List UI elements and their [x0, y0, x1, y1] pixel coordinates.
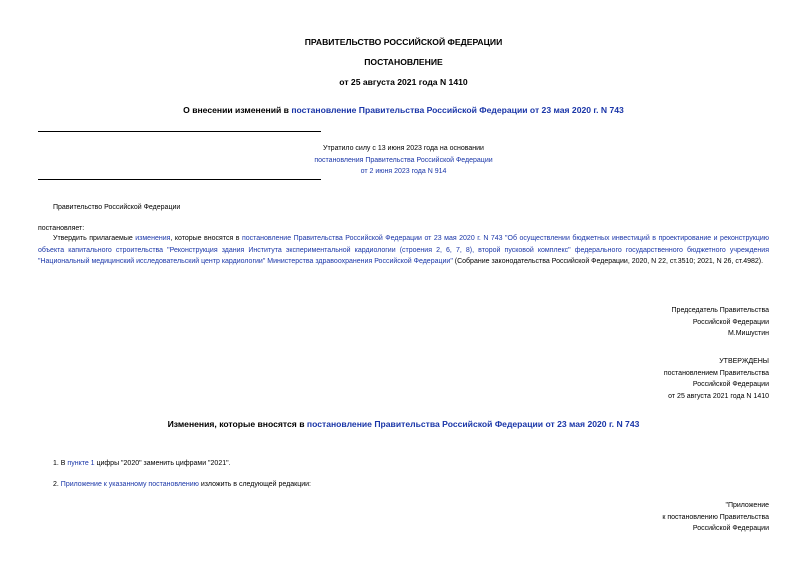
document-title	[0, 105, 807, 115]
p1-link-changes[interactable]: изменения	[135, 235, 171, 242]
changes-title-link[interactable]: постановление Правительства Российской Федерации от 23 мая 2020 г. N 743	[306, 419, 640, 429]
item-2-text-a: 2.	[53, 481, 61, 488]
approved-line4: от 25 августа 2021 года N 1410	[668, 392, 769, 400]
signature-block	[529, 305, 769, 340]
item-1-text-b: цифры "2020" заменить цифрами "2021".	[94, 460, 231, 467]
approved-line1: УТВЕРЖДЕНЫ	[719, 358, 769, 365]
signature-line1: Председатель Правительства	[671, 307, 769, 314]
item-2-text-b: изложить в следующей редакции:	[198, 481, 311, 488]
item-1-link[interactable]: пункте 1	[67, 460, 95, 467]
appendix-line1: "Приложение	[725, 502, 769, 509]
item-2	[53, 479, 311, 491]
decides-word: постановляет:	[38, 225, 85, 232]
issuer: Правительство Российской Федерации	[53, 204, 181, 211]
item-2-link[interactable]: Приложение к указанному постановлению	[60, 481, 199, 488]
signature-line2: Российской Федерации	[692, 318, 769, 326]
changes-title-prefix: Изменения, которые вносятся в	[167, 419, 307, 429]
p1-text-a: Утвердить прилагаемые	[53, 235, 136, 242]
status-note	[240, 143, 567, 178]
approved-line2: постановлением Правительства	[663, 369, 769, 377]
main-paragraph	[38, 233, 769, 268]
appendix-line2: к постановлению Правительства	[662, 513, 769, 521]
item-1	[53, 458, 231, 470]
title-link[interactable]: постановление Правительства Российской Федерации от 23 мая 2020 г. N 743	[291, 105, 624, 115]
appendix-block	[529, 500, 769, 535]
status-note-link-line2[interactable]: постановления Правительства Российской Федерации	[314, 156, 493, 164]
status-note-link-line3[interactable]: от 2 июня 2023 года N 914	[360, 168, 447, 175]
appendix-line3: Российской Федерации	[692, 525, 769, 532]
top-divider	[38, 131, 321, 132]
document-type: ПОСТАНОВЛЕНИЕ	[364, 57, 443, 67]
status-note-line1: Утратило силу с 13 июня 2023 года на основании	[323, 145, 484, 152]
p1-text-b: , которые вносятся в	[170, 235, 242, 242]
document-date-number: от 25 августа 2021 года N 1410	[339, 77, 468, 87]
item-1-text-a: 1. В	[53, 460, 68, 467]
p1-text-c: (Собрание законодательства Российской Федерации, 2020, N 22, ст.3510; 2021, N 26, ст.4982).	[452, 258, 764, 266]
signature-line3: М.Мишустин	[727, 330, 769, 337]
changes-title	[0, 419, 807, 429]
title-prefix: О внесении изменений в	[183, 105, 292, 115]
p1-link-decree[interactable]: постановление Правительства Российской Федерации от 23 мая 2020 г. N 743 "Об осуществлении бюджетных инвестиций в проектирование и реконструкцию объекта капитального строительства "Реконструкция здания Института экспериментальной кардиологии (строения 2, 6, 7, 8), второй пусковой комплекс" федерального государственного бюджетного учреждения "Национальный медицинский исследовательский центр кардиологии" Министерства здравоохранения Российской Федерации"	[38, 235, 769, 266]
bottom-divider	[38, 179, 321, 180]
authority-heading: ПРАВИТЕЛЬСТВО РОССИЙСКОЙ ФЕДЕРАЦИИ	[304, 37, 503, 47]
approved-block	[529, 356, 769, 402]
approved-line3: Российской Федерации	[692, 381, 769, 388]
